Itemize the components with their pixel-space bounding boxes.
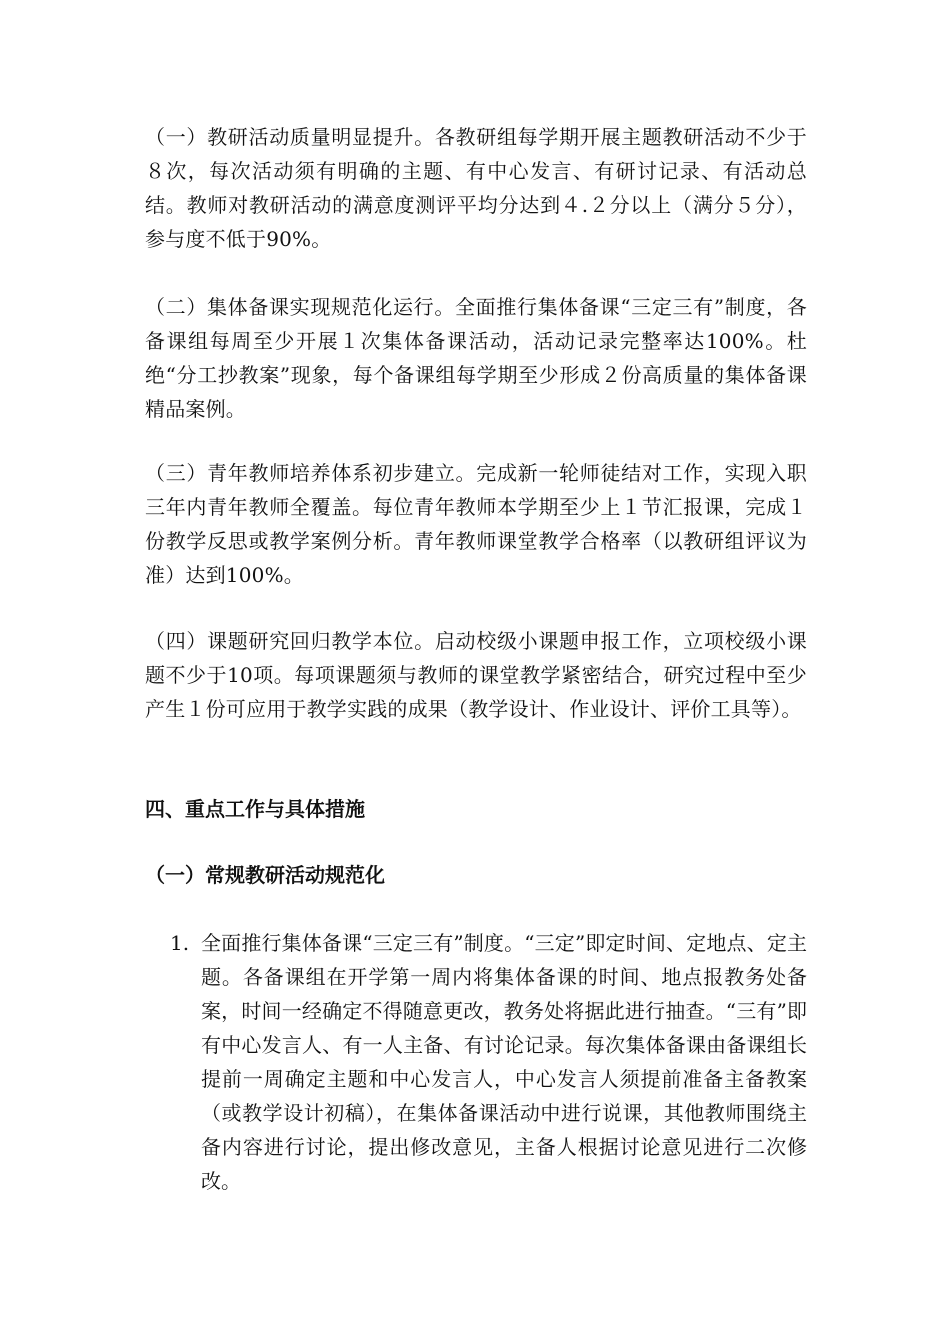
paragraph-goal-3: （三）青年教师培养体系初步建立。完成新一轮师徒结对工作，实现入职三年内青年教师全覆盖。每位青年教师本学期至少上１节汇报课，完成１份教学反思或教学案例分析。青年教师课堂教学合格率（以教研组评议为准）达到100%。	[145, 461, 807, 587]
list-item-number: 1.	[170, 931, 190, 955]
paragraph-goal-2: （二）集体备课实现规范化运行。全面推行集体备课“三定三有”制度，各备课组每周至少开展１次集体备课活动，活动记录完整率达100%。杜绝“分工抄教案”现象，每个备课组每学期至少形成２份高质量的集体备课精品案例。	[145, 295, 807, 421]
list-item-text: 全面推行集体备课“三定三有”制度。“三定”即定时间、定地点、定主题。各备课组在开学第一周内将集体备课的时间、地点报教务处备案，时间一经确定不得随意更改，教务处将据此进行抽查。“三有”即有中心发言人、有一人主备、有讨论记录。每次集体备课由备课组长提前一周确定主题和中心发言人，中心发言人须提前准备主备教案（或教学设计初稿），在集体备课活动中进行说课，其他教师围绕主备内容进行讨论，提出修改意见，主备人根据讨论意见进行二次修改。	[201, 931, 807, 1193]
sub-heading: （一）常规教研活动规范化	[145, 863, 385, 887]
paragraph-goal-4: （四）课题研究回归教学本位。启动校级小课题申报工作，立项校级小课题不少于10项。每项课题须与教师的课堂教学紧密结合，研究过程中至少产生１份可应用于教学实践的成果（教学设计、作业设计、评价工具等）。	[145, 629, 807, 721]
paragraph-goal-1: （一）教研活动质量明显提升。各教研组每学期开展主题教研活动不少于８次，每次活动须有明确的主题、有中心发言、有研讨记录、有活动总结。教师对教研活动的满意度测评平均分达到４.２分以上（满分５分），参与度不低于90%。	[145, 125, 807, 251]
section-heading: 四、重点工作与具体措施	[145, 797, 365, 821]
